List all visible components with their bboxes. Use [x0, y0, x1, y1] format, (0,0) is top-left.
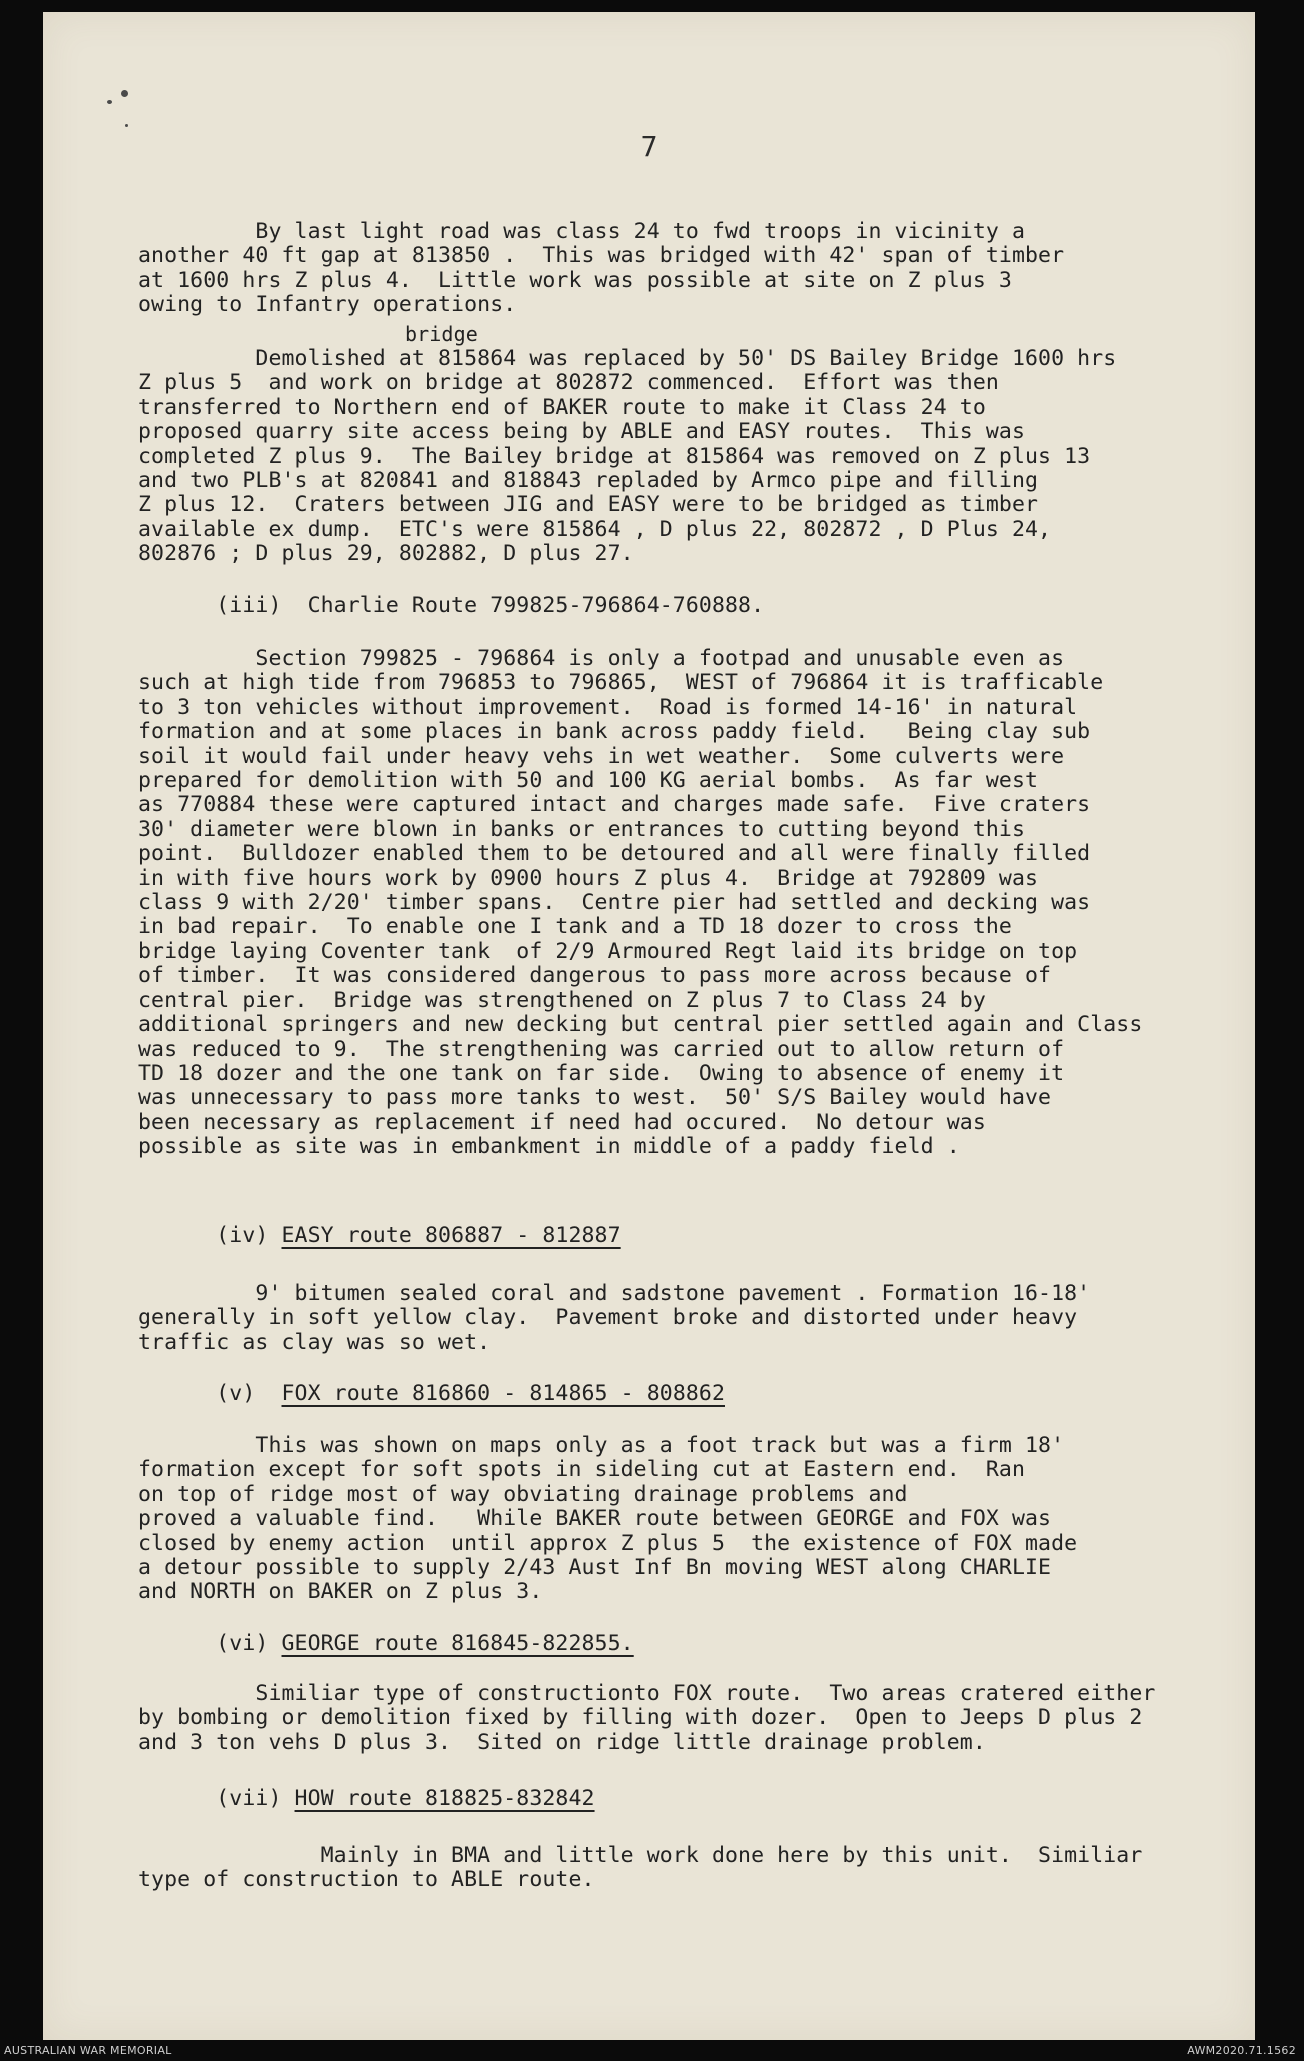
document-page [43, 12, 1255, 2040]
handwritten-insert-bridge: bridge [405, 322, 478, 346]
paragraph-easy-route: 9' bitumen sealed coral and sadstone pavement . Formation 16-18' generally in soft yellow clay. Pavement broke and distorted under heavy traffic as clay was so wet. [138, 1281, 1091, 1355]
paragraph-demolished-bridge: Demolished at 815864 was replaced by 50' DS Bailey Bridge 1600 hrs Z plus 5 and work on bridge at 802872 commenced. Effort was then transferred to Northern end of BAKER route to make it Class 24 to proposed quarry site access being by ABLE and EASY routes. This was completed Z plus 9. The Bailey bridge at 815864 was removed on Z plus 13 and two PLB's at 820841 and 818843 repladed by Armco pipe and filling Z plus 12. Craters between JIG and EASY were to be bridged as timber available ex dump. ETC's were 815864 , D plus 22, 802872 , D Plus 24, 802876 ; D plus 29, 802882, D plus 27. [138, 346, 1117, 567]
footer-accession-number: AWM2020.71.1562 [1187, 2044, 1296, 2057]
punch-hole-mark [107, 100, 112, 104]
footer-institution: AUSTRALIAN WAR MEMORIAL [4, 2044, 172, 2057]
heading-charlie-route: (iii) Charlie Route 799825-796864-760888. [138, 593, 765, 618]
paragraph-last-light: By last light road was class 24 to fwd troops in vicinity a another 40 ft gap at 813850 . This was bridged with 42' span of timber at 1600 hrs Z plus 4. Little work was possible at site on Z plus 3 owing to Infantry operations. [138, 219, 1065, 318]
heading-title: HOW route 818825-832842 [294, 1786, 595, 1811]
heading-number: (vi) [138, 1631, 282, 1656]
paragraph-george-route: Similiar type of constructionto FOX route. Two areas cratered either by bombing or demolition fixed by filling with dozer. Open to Jeeps D plus 2 and 3 ton vehs D plus 3. Sited on ridge little drainage problem. [138, 1681, 1156, 1755]
heading-fox-route [138, 1382, 1218, 1406]
heading-easy-route [138, 1224, 1218, 1248]
punch-hole-mark [125, 124, 128, 127]
heading-george-route [138, 1632, 1218, 1656]
page-number: 7 [640, 130, 658, 163]
heading-how-route [138, 1787, 1218, 1811]
heading-number: (iv) [138, 1223, 282, 1248]
heading-title: GEORGE route 816845-822855. [281, 1631, 634, 1656]
paragraph-how-route: Mainly in BMA and little work done here by this unit. Similiar type of construction to ABLE route. [138, 1843, 1143, 1893]
heading-number: (v) [138, 1381, 282, 1406]
paragraph-fox-route: This was shown on maps only as a foot track but was a firm 18' formation except for soft spots in sideling cut at Eastern end. Ran on top of ridge most of way obviating drainage problems and proved a valuable find. While BAKER route between GEORGE and FOX was closed by enemy action until approx Z plus 5 the existence of FOX made a detour possible to supply 2/43 Aust Inf Bn moving WEST along CHARLIE and NORTH on BAKER on Z plus 3. [138, 1433, 1078, 1605]
punch-hole-mark [121, 90, 128, 97]
heading-title: FOX route 816860 - 814865 - 808862 [281, 1381, 725, 1406]
heading-title: EASY route 806887 - 812887 [281, 1223, 621, 1248]
heading-number: (vii) [138, 1786, 295, 1811]
paragraph-charlie-route: Section 799825 - 796864 is only a footpad and unusable even as such at high tide from 796853 to 796865, WEST of 796864 it is trafficable to 3 ton vehicles without improvement. Road is formed 14-16' in natural formation and at some places in bank across paddy field. Being clay sub soil it would fail under heavy vehs in wet weather. Some culverts were prepared for demolition with 50 and 100 KG aerial bombs. As far west as 770884 these were captured intact and charges made safe. Five craters 30' diameter were blown in banks or entrances to cutting beyond this point. Bulldozer enabled them to be detoured and all were finally filled in with five hours work by 0900 hours Z plus 4. Bridge at 792809 was class 9 with 2/20' timber spans. Centre pier had settled and decking was in bad repair. To enable one I tank and a TD 18 dozer to cross the bridge laying Coventer tank of 2/9 Armoured Regt laid its bridge on top of timber. It was considered dangerous to pass more across because of central pier. Bridge was strengthened on Z plus 7 to Class 24 by additional springers and new decking but central pier settled again and Class was reduced to 9. The strengthening was carried out to allow return of TD 18 dozer and the one tank on far side. Owing to absence of enemy it was unnecessary to pass more tanks to west. 50' S/S Bailey would have been necessary as replacement if need had occured. No detour was possible as site was in embankment in middle of a paddy field . [138, 646, 1143, 1160]
